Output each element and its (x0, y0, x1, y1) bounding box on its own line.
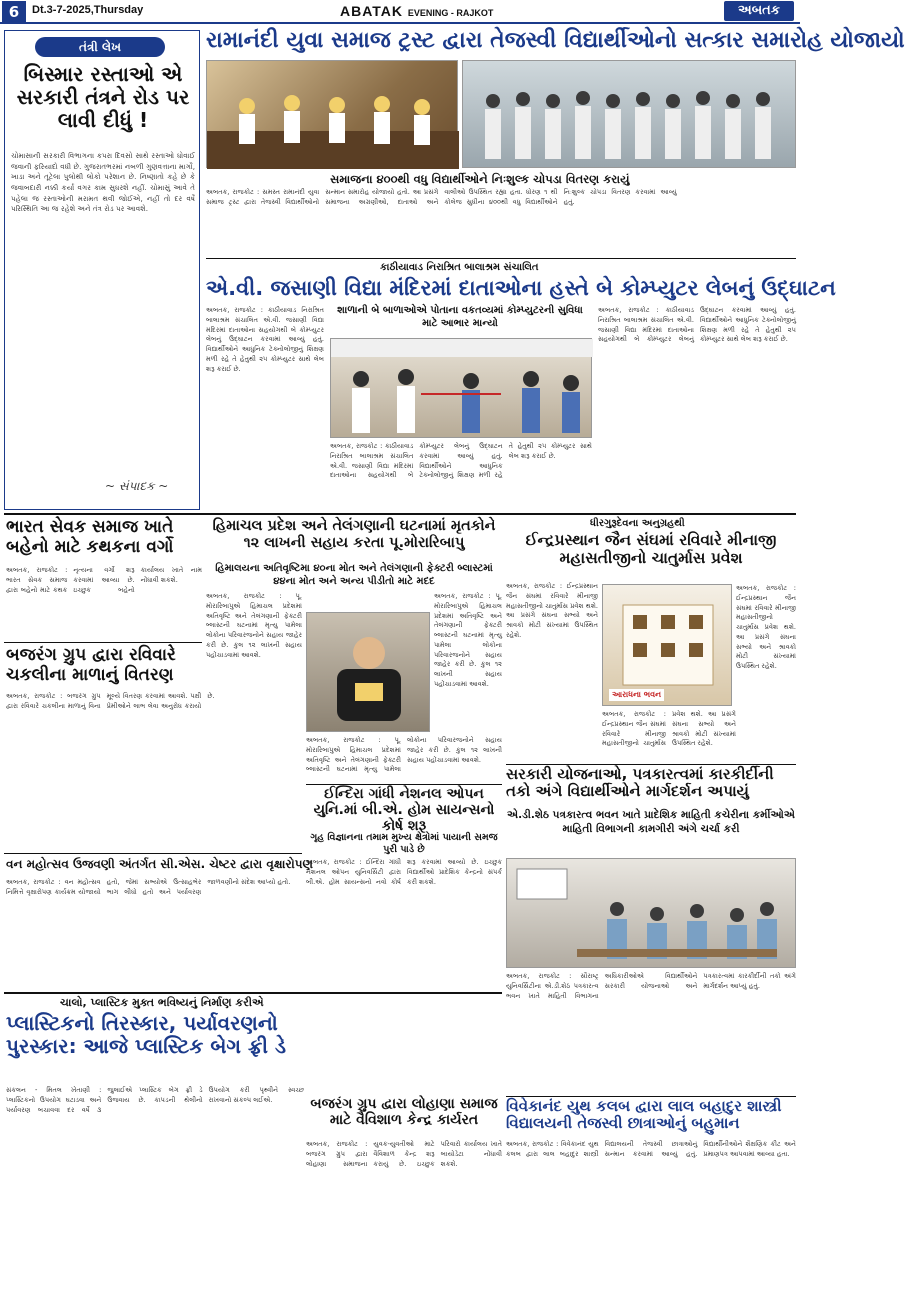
mora-body-left: અબતક, રાજકોટ : પૂ. મોરારિબાપુએ હિમાચલ પ્રદેશમાં અતિવૃષ્ટિ અને તેલંગણાની ફેક્ટરી બ્લાસ્ટની ઘટનામાં મૃત્યુ પામેલા લોકોના પરિવારજનોને સહાય જાહેર કરી છે. કુલ ૧૨ લાખની સહાય પહોંચાડવામાં આવશે. (206, 592, 302, 659)
ignou-subhead: ગૃહ વિજ્ઞાનના તમામ મુખ્ય ક્ષેત્રોમાં પાયાની સમજ પુરી પાડે છે (310, 832, 498, 856)
lab-body-right: અબતક, રાજકોટ : કાઠીયાવાડ નિરાશ્રિત બાલાશ્રમ સંચાલિત એ.વી. જસાણી વિદ્યા મંદિરમાં દાતાઓના સહયોગથી બે કોમ્પ્યુટર લેબનું ઉદ્ઘાટન કરવામાં આવ્યું હતું. વિદ્યાર્થીઓને આધુનિક ટેક્નોલોજીનું શિક્ષણ મળી રહે તે હેતુથી ૨૫ કોમ્પ્યુટર સાથે લેબ શરૂ કરાઈ છે. (598, 306, 796, 344)
mora-body-bottom: અબતક, રાજકોટ : પૂ. મોરારિબાપુએ હિમાચલ પ્રદેશમાં અતિવૃષ્ટિ અને તેલંગણાની ફેક્ટરી બ્લાસ્ટની ઘટનામાં મૃત્યુ પામેલા લોકોના પરિવારજનોને સહાય જાહેર કરી છે. કુલ ૧૨ લાખની સહાય પહોંચાડવામાં આવશે. (306, 736, 502, 774)
van-headline: વન મહોત્સવ ઉજવણી અંતર્ગત સી.એસ. ચેષ્ટર દ્વારા વૃક્ષારોપણ (6, 857, 313, 871)
ignou-body: અબતક, રાજકોટ : ઈન્દિરા ગાંધી નેશનલ ઓપન યુનિવર્સિટી દ્વારા બી.એ. હોમ સાયન્સનો નવો કોર્ષ શરૂ કરવામાં આવ્યો છે. ઇચ્છુક વિદ્યાર્થીઓ પ્રાદેશિક કેન્દ્રનો સંપર્ક કરી શકશે. (306, 858, 502, 886)
building-photo (602, 584, 732, 706)
mora-subhead: હિમાલયના અતિવૃષ્ટિમા ૪૦ના મોત અને તેલંગણાની ફેક્ટરી બ્લાસ્ટમાં ૪૪ના મોત અને અન્ય પીડીતો માટે મદદ (215, 563, 493, 587)
bss-headline: ભારત સેવક સમાજ ખાતે બહેનો માટે કથકના વર્ગો (6, 517, 174, 557)
career-body: અબતક, રાજકોટ : સૌરાષ્ટ્ર યુનિવર્સિટીના એ.ડી.શેઠ પત્રકારત્વ ભવન ખાતે માહિતી વિભાગના અધિકારીઓએ વિદ્યાર્થીઓને સરકારી યોજનાઓ અને પત્રકારત્વમાં કારકીર્દીની તકો અંગે માર્ગદર્શન આપ્યું હતું. (506, 972, 796, 1000)
plastic-kicker: ચાલો, પ્લાસ્ટિક મુક્ત ભવિષ્યનું નિર્માણ કરીએ (60, 996, 264, 1009)
editorial-tag: તંત્રી લેખ (35, 37, 165, 57)
divider (4, 513, 796, 515)
career-headline: સરકારી યોજનાઓ, પત્રકારત્વમાં કારકીર્દીની તકો અંગે વિદ્યાર્થીઓને માર્ગદર્શન અપાયું (506, 765, 774, 801)
group-photo (462, 60, 796, 168)
lohana-headline: બજરંગ ગ્રુપ દ્વારા લોહાણા સમાજ માટે વૈવિશાળ કેન્દ્ર કાર્યરત (310, 1096, 498, 1129)
career-subhead: એ.ડી.શેઠ પત્રકારત્વ ભવન ખાતે પ્રાદેશિક માહિતી કચેરીના કર્મીઓએ માહિતી વિભાગની કામગીરી અંગે ચર્ચા કરી (507, 809, 795, 836)
bss-body: અબતક, રાજકોટ : ભારત સેવક સમાજ દ્વારા બહેનો માટે કથક નૃત્યના વર્ગો શરૂ કરવામાં આવ્યા છે. ઇચ્છુક બહેનો કાર્યાલય ખાતે નામ નોંધાવી શકશે. (6, 566, 202, 594)
vivek-headline: વિવેકાનંદ યુથ કલબ દ્વારા લાલ બહાદુર શાસ્ત્રી વિદ્યાલયની તેજસ્વી છાત્રાઓનું બહુમાન (506, 1097, 782, 1133)
lab-kicker: કાઠીયાવાડ નિરાશ્રિત બાલાશ્રમ સંચાલિત (380, 262, 539, 273)
plastic-headline: પ્લાસ્ટિકનો તિરસ્કાર, પર્યાવરણનો પુરસ્કાર: આજે પ્લાસ્ટિક બેગ ફ્રી ડે (6, 1011, 286, 1058)
top-body: અબતક, રાજકોટ : સમસ્ત રામાનંદી યુવા સમાજ ટ્રસ્ટ દ્વારા તેજસ્વી વિદ્યાર્થીઓનો સન્માન સમારોહ યોજાયો હતો. આ પ્રસંગે સમાજના અગ્રણીઓ, દાતાઓ અને વાલીઓ ઉપસ્થિત રહ્યા હતા. ધોરણ ૧ થી કોલેજ સુધીના ૪૦૦થી વધુ વિદ્યાર્થીઓને નિઃશુલ્ક ચોપડા વિતરણ કરવામાં આવ્યું હતું. (206, 188, 677, 206)
masthead-strip (0, 0, 800, 24)
editorial-body: ચોમાસાની સરકારી વિભાગના કપરા દિવસો સાથે રસ્તાઓ ધોવાઈ જવાની ફરિયાદો વધી છે. ગુજરાતભરમાં નબળી ગુણવત્તાના માર્ગો, ખાડા અને તૂટેલા પુલોથી લોકો પરેશાન છે. નિષ્ણાતો કહે છે કે જવાબદારી નક્કી કર્યા વગર કામ સુધરશે નહીં. ચોમાસું આવે તે પહેલા જ રસ્તાઓની મરામત થવી જોઈએ, નહીં તો દર વર્ષે પરિસ્થિતિ આ જ રહેશે અને તંત્ર રોડ પર આવશે. (11, 151, 195, 214)
classroom-photo (506, 858, 796, 968)
divider (4, 992, 502, 994)
stage-photo (206, 60, 458, 168)
ignou-headline: ઈન્દિરા ગાંધી નેશનલ ઓપન યુનિ.માં બી.એ. હોમ સાયન્સનો કોર્ષ શરૂ (313, 786, 495, 835)
divider (306, 784, 502, 785)
brand-logo: અબતક (724, 1, 794, 21)
lohana-body: અબતક, રાજકોટ : બજરંગ ગ્રુપ દ્વારા લોહાણા સમાજના યુવક-યુવતીઓ માટે વૈવિશાળ કેન્દ્ર શરૂ કરાયું છે. ઇચ્છુક પરિવારો કાર્યાલય ખાતે બાયોડેટા નોંધાવી શકશે. (306, 1140, 502, 1168)
top-subhead: સમાજના ૪૦૦થી વધુ વિદ્યાર્થીઓને નિઃશુલ્ક ચોપડા વિતરણ કરાયું (330, 172, 630, 186)
indra-body-right: અબતક, રાજકોટ : ઈન્દ્રપ્રસ્થાન જૈન સંઘમાં રવિવારે મીનાજી મહાસતીજીનો ચાતુર્માસ પ્રવેશ થશે. આ પ્રસંગે સંઘના સભ્યો અને શ્રાવકો મોટી સંખ્યામાં ઉપસ્થિત રહેશે. (736, 584, 796, 670)
indra-kicker: ધીરગુરૂદેવના અનુગ્રહથી (590, 518, 685, 529)
page-number: 6 (2, 1, 26, 23)
issue-date: Dt.3-7-2025,Thursday (32, 4, 144, 16)
bajrang-headline: બજરંગ ગ્રુપ દ્વારા રવિવારે ચકલીના માળાનું વિતરણ (6, 645, 176, 685)
editorial-headline: બિસ્માર રસ્તાઓ એ સરકારી તંત્રને રોડ પર લાવી દીધું ! (16, 62, 190, 132)
lab-photo (330, 338, 592, 438)
editorial-box (4, 30, 200, 510)
vivek-body: અબતક, રાજકોટ : વિવેકાનંદ યુથ કલબ દ્વારા લાલ બહાદુર શાસ્ત્રી વિદ્યાલયની તેજસ્વી છાત્રાઓનું સન્માન કરવામાં આવ્યું હતું. વિદ્યાર્થીનીઓને શૈક્ષણિક કીટ અને પ્રમાણપત્ર આપવામાં આવ્યા હતા. (506, 1140, 796, 1158)
van-body: અબતક, રાજકોટ : વન મહોત્સવ નિમિત્તે વૃક્ષારોપણ કાર્યક્રમ યોજાયો હતો, જેમાં સભ્યોએ ઉત્સાહભેર ભાગ લીધો હતો અને પર્યાવરણ જાળવણીનો સંદેશ આપ્યો હતો. (6, 878, 291, 896)
divider (4, 853, 302, 854)
indra-headline: ઈન્દ્રપ્રસ્થાન જૈન સંઘમાં રવિવારે મીનાજી મહાસતીજીનો ચાતુર્માસ પ્રવેશ (525, 531, 777, 567)
lab-headline: એ.વી. જસાણી વિદ્યા મંદિરમાં દાતાઓના હસ્તે બે કોમ્પ્યુટર લેબનું ઉદ્ઘાટન (206, 276, 836, 300)
signature-icon: ~ સંપાદક ~ (105, 479, 169, 493)
building-caption: આરાધના ભવન (609, 689, 664, 701)
lab-subhead: શાળાની બે બાળાઓએ પોતાના વકતવ્યમાં કોમ્પ્યુટરની સુવિધા માટે આભાર માન્યો (337, 305, 583, 329)
mora-body-right: અબતક, રાજકોટ : પૂ. મોરારિબાપુએ હિમાચલ પ્રદેશમાં અતિવૃષ્ટિ અને તેલંગણાની ફેક્ટરી બ્લાસ્ટની ઘટનામાં મૃત્યુ પામેલા લોકોના પરિવારજનોને સહાય જાહેર કરી છે. કુલ ૧૨ લાખની સહાય પહોંચાડવામાં આવશે. (434, 592, 502, 688)
indra-body-bottom: અબતક, રાજકોટ : ઈન્દ્રપ્રસ્થાન જૈન સંઘમાં રવિવારે મીનાજી મહાસતીજીનો ચાતુર્માસ પ્રવેશ થશે. આ પ્રસંગે સંઘના સભ્યો અને શ્રાવકો મોટી સંખ્યામાં ઉપસ્થિત રહેશે. (602, 710, 736, 748)
bajrang-body: અબતક, રાજકોટ : બજરંગ ગ્રુપ દ્વારા રવિવારે ચકલીના માળાનું વિના મૂલ્યે વિતરણ કરવામાં આવશે. પક્ષી પ્રેમીઓને લાભ લેવા અનુરોધ કરાયો છે. (6, 692, 215, 710)
moraribapu-photo (306, 612, 430, 732)
top-headline: રામાનંદી યુવા સમાજ ટ્રસ્ટ દ્વારા તેજસ્વી વિદ્યાર્થીઓનો સત્કાર સમારોહ યોજાયો (206, 28, 905, 53)
paper-name: ABATAK EVENING - RAJKOT (340, 3, 494, 19)
plastic-body: સંકલન - મિતલ ખેતાણી : પ્લાસ્ટિકનો ઉપયોગ ઘટાડવા અને પર્યાવરણ બચાવવા દર વર્ષે ૩ જુલાઈએ પ્લાસ્ટિક બેગ ફ્રી ડે ઉજવાય છે. કાપડની થેલીનો ઉપયોગ કરી પૃથ્વીને સ્વચ્છ રાખવાનો સંકલ્પ લઈએ. (6, 1086, 304, 1114)
lab-body-left: અબતક, રાજકોટ : કાઠીયાવાડ નિરાશ્રિત બાલાશ્રમ સંચાલિત એ.વી. જસાણી વિદ્યા મંદિરમાં દાતાઓના સહયોગથી બે કોમ્પ્યુટર લેબનું ઉદ્ઘાટન કરવામાં આવ્યું હતું. વિદ્યાર્થીઓને આધુનિક ટેક્નોલોજીનું શિક્ષણ મળી રહે તે હેતુથી ૨૫ કોમ્પ્યુટર સાથે લેબ શરૂ કરાઈ છે. (206, 306, 324, 373)
lab-body-mid: અબતક, રાજકોટ : કાઠીયાવાડ નિરાશ્રિત બાલાશ્રમ સંચાલિત એ.વી. જસાણી વિદ્યા મંદિરમાં દાતાઓના સહયોગથી બે કોમ્પ્યુટર લેબનું ઉદ્ઘાટન કરવામાં આવ્યું હતું. વિદ્યાર્થીઓને આધુનિક ટેક્નોલોજીનું શિક્ષણ મળી રહે તે હેતુથી ૨૫ કોમ્પ્યુટર સાથે લેબ શરૂ કરાઈ છે. (330, 442, 592, 480)
top-story (206, 28, 905, 53)
indra-body-left: અબતક, રાજકોટ : ઈન્દ્રપ્રસ્થાન જૈન સંઘમાં રવિવારે મીનાજી મહાસતીજીનો ચાતુર્માસ પ્રવેશ થશે. આ પ્રસંગે સંઘના સભ્યો અને શ્રાવકો મોટી સંખ્યામાં ઉપસ્થિત રહેશે. (506, 582, 598, 639)
divider (4, 642, 202, 643)
divider (206, 258, 796, 259)
mora-headline: હિમાચલ પ્રદેશ અને તેલંગણાની ઘટનામાં મૃતકોને ૧૨ લાખની સહાય કરતા પૂ.મોરારિબાપુ (212, 518, 496, 551)
